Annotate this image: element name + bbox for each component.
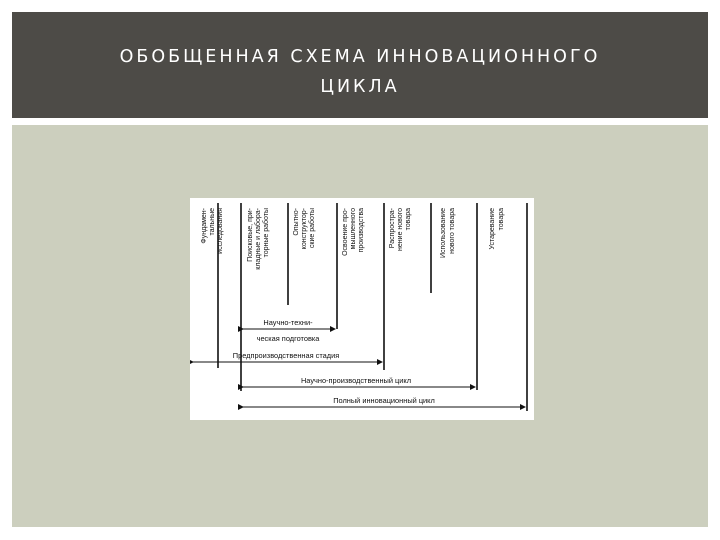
title-bar bbox=[12, 12, 708, 118]
nti-preparation-label-2: ческая подготовка bbox=[256, 334, 320, 343]
stage-label-line: Устаревание bbox=[489, 208, 496, 250]
stage-label-line: товара bbox=[498, 208, 505, 231]
stage-fundamental bbox=[201, 207, 224, 253]
stage-distribution bbox=[389, 207, 412, 251]
nti-preparation-label-1: Научно-техни- bbox=[263, 318, 313, 327]
stage-label-line: Использование bbox=[440, 208, 447, 259]
stage-design bbox=[293, 207, 316, 249]
slide-title bbox=[12, 42, 708, 102]
stage-label-line: торные работы bbox=[263, 208, 270, 258]
stage-label-line: товара bbox=[405, 208, 412, 231]
stage-label-line: тальные bbox=[209, 208, 216, 236]
stage-label-line: производства bbox=[358, 208, 365, 253]
stage-label-line: мышленного bbox=[350, 208, 357, 250]
preproduction-label: Предпроизводственная стадия bbox=[232, 351, 340, 360]
stage-obsolescence bbox=[489, 208, 505, 250]
stage-label-line: исследования bbox=[217, 208, 224, 254]
stage-label-line: ские работы bbox=[309, 208, 316, 249]
stage-applied bbox=[247, 207, 270, 269]
full-cycle-label: Полный инновационный цикл bbox=[333, 396, 435, 405]
stage-label-line: кладные и лабора- bbox=[255, 208, 262, 270]
slide-title-line-2: ЦИКЛА bbox=[320, 77, 400, 97]
stage-production bbox=[342, 207, 365, 256]
stage-label-line: Поисковые, при- bbox=[247, 208, 254, 262]
stage-label-line: Опытно- bbox=[293, 208, 300, 236]
diagram-svg bbox=[190, 198, 534, 420]
stage-label-line: конструктор- bbox=[301, 208, 308, 250]
stage-label-line: нение нового bbox=[397, 208, 404, 251]
stage-label-line: Освоение про- bbox=[342, 208, 349, 256]
science-production-label: Научно-производственный цикл bbox=[300, 376, 412, 385]
stage-usage bbox=[440, 208, 456, 258]
stage-label-line: Фундамен- bbox=[201, 208, 208, 244]
stage-label-line: Распростра- bbox=[389, 208, 396, 249]
innovation-cycle-diagram bbox=[190, 198, 534, 420]
slide-title-line-1: ОБОБЩЕННАЯ СХЕМА ИННОВАЦИОННОГО bbox=[119, 47, 601, 67]
stage-label-line: нового товара bbox=[449, 208, 456, 254]
